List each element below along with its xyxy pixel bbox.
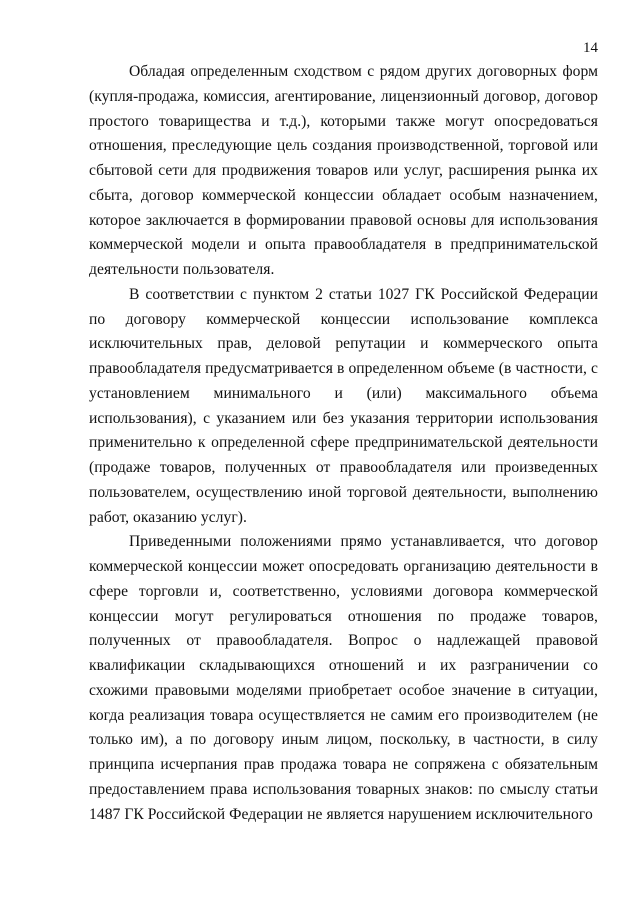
- page-number: 14: [583, 40, 598, 56]
- body-text: [89, 60, 598, 827]
- paragraph-2: В соответствии с пунктом 2 статьи 1027 ГК Российской Федерации по договору коммерческой концессии использование комплекса исключительных прав, деловой репутации и коммерческого опыта правообладателя предусматривается в определенном объеме (в частности, с установлением минимального и (или) максимального объема использования), с указанием или без указания территории использования применительно к определенной сфере предпринимательской деятельности (продаже товаров, полученных от правообладателя или произведенных пользователем, осуществлению иной торговой деятельности, выполнению работ, оказанию услуг).: [89, 285, 598, 526]
- paragraph-1: Обладая определенным сходством с рядом других договорных форм (купля-продажа, комиссия, агентирование, лицензионный договор, договор простого товарищества и т.д.), которыми также могут опосредоваться отношения, преследующие цель создания производственной, торговой или сбытовой сети для продвижения товаров или услуг, расширения рынка их сбыта, договор коммерческой концессии обладает особым назначением, которое заключается в формировании правовой основы для использования коммерческой модели и опыта правообладателя в предпринимательской деятельности пользователя.: [89, 63, 598, 278]
- paragraph-3: Приведенными положениями прямо устанавливается, что договор коммерческой концессии может опосредовать организацию деятельности в сфере торговли и, соответственно, условиями договора коммерческой концессии могут регулироваться отношения по продаже товаров, полученных от правообладателя. Вопрос о надлежащей правовой квалификации складывающихся отношений и их разграничении со схожими правовыми моделями приобретает особое значение в ситуации, когда реализация товара осуществляется не самим его производителем (не только им), а по договору иным лицом, поскольку, в частности, в силу принципа исчерпания прав продажа товара не сопряжена с обязательным предоставлением права использования товарных знаков: по смыслу статьи 1487 ГК Российской Федерации не является нарушением исключительного: [89, 533, 598, 823]
